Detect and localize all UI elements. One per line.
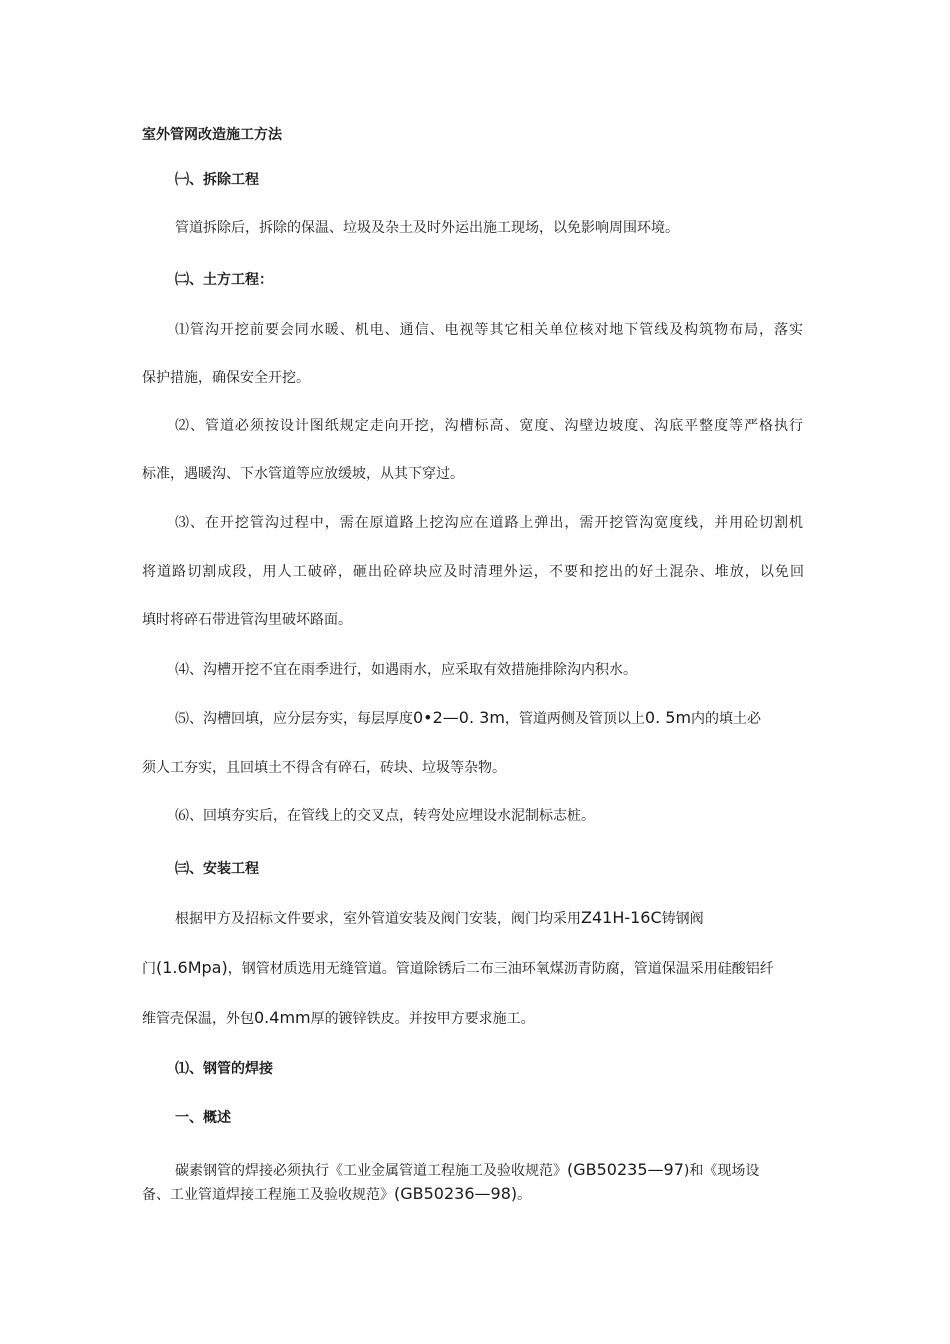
paragraph-earthwork-4: ⑷、沟槽开挖不宜在雨季进行，如遇雨水，应采取有效措施排除沟内积水。 xyxy=(175,662,637,678)
text-run: )和《现场设 xyxy=(683,1163,760,1179)
text-run: 门 xyxy=(142,961,156,977)
text-run: 内的填土必 xyxy=(691,711,762,727)
pressure-value: (1.6Mpa) xyxy=(156,958,228,977)
standard-code-1: (GB50235—97 xyxy=(567,1160,684,1179)
text-run: ，钢管材质选用无缝管道。管道除锈后二布三油环氧煤沥青防腐，管道保温采用硅酸铝纤 xyxy=(227,961,774,977)
paragraph-earthwork-2-line1: ⑵、管道必须按设计图纸规定走向开挖，沟槽标高、宽度、沟壁边坡度、沟底平整度等严格执行 xyxy=(175,418,803,434)
valve-model-value: Z41H-16C xyxy=(581,908,662,927)
text-run: 碳素钢管的焊接必须执行《工业金属管道工程施工及验收规范》 xyxy=(175,1163,567,1179)
paragraph-earthwork-6: ⑹、回填夯实后，在管线上的交叉点，转弯处应埋设水泥制标志桩。 xyxy=(175,808,595,824)
paragraph-installation-line2 xyxy=(142,958,774,979)
document-title: 室外管网改造施工方法 xyxy=(142,127,282,143)
paragraph-earthwork-5-line2: 须人工夯实，且回填土不得含有碎石，砖块、垃圾等杂物。 xyxy=(142,760,506,776)
paragraph-earthwork-2-line2: 标准，遇暖沟、下水管道等应放缓坡，从其下穿过。 xyxy=(142,466,464,482)
paragraph-earthwork-3-line1: ⑶、在开挖管沟过程中，需在原道路上挖沟应在道路上弹出，需开挖管沟宽度线，并用砼切割机 xyxy=(175,515,803,531)
paragraph-installation-line1 xyxy=(175,908,704,929)
section-heading-earthwork: ㈡、土方工程： xyxy=(175,272,273,288)
section-heading-welding: ⑴、钢管的焊接 xyxy=(175,1061,273,1077)
sheet-thickness-value: 0.4mm xyxy=(254,1008,311,1027)
paragraph-installation-line3 xyxy=(142,1008,535,1029)
paragraph-overview-line1 xyxy=(175,1160,759,1181)
section-heading-demolition: ㈠、拆除工程 xyxy=(175,172,259,188)
paragraph-earthwork-3-line3: 填时将碎石带进管沟里破坏路面。 xyxy=(142,612,352,628)
paragraph-earthwork-1-line2: 保护措施，确保安全开挖。 xyxy=(142,370,310,386)
text-run: 根据甲方及招标文件要求，室外管道安装及阀门安装，阀门均采用 xyxy=(175,911,581,927)
section-heading-overview: 一、概述 xyxy=(175,1110,231,1126)
section-heading-installation: ㈢、安装工程 xyxy=(175,861,259,877)
layer-thickness-value: 0•2—0. 3m xyxy=(413,708,505,727)
paragraph-earthwork-1-line1: ⑴管沟开挖前要会同水暖、机电、通信、电视等其它相关单位核对地下管线及构筑物布局，落实 xyxy=(175,322,803,338)
text-run: 维管壳保温，外包 xyxy=(142,1011,254,1027)
text-run: ⑸、沟槽回填，应分层夯实，每层厚度 xyxy=(175,711,413,727)
paragraph-demolition: 管道拆除后，拆除的保温、垃圾及杂土及时外运出施工现场，以免影响周围环境。 xyxy=(175,220,679,236)
text-run: ，管道两侧及管顶以上 xyxy=(504,711,645,727)
paragraph-overview-line2 xyxy=(142,1184,531,1205)
text-run: 铸钢阀 xyxy=(661,911,704,927)
paragraph-earthwork-3-line2: 将道路切割成段，用人工破碎，砸出砼碎块应及时清理外运，不要和挖出的好土混杂、堆放，以免回 xyxy=(142,564,804,580)
text-run: 厚的镀锌铁皮。并按甲方要求施工。 xyxy=(310,1011,535,1027)
text-run: 备、工业管道焊接工程施工及验收规范》 xyxy=(142,1187,394,1203)
text-run: 。 xyxy=(517,1187,532,1203)
paragraph-earthwork-5-line1 xyxy=(175,708,761,729)
standard-code-2: (GB50236—98) xyxy=(394,1184,518,1203)
fill-depth-value: 0. 5m xyxy=(644,708,692,727)
